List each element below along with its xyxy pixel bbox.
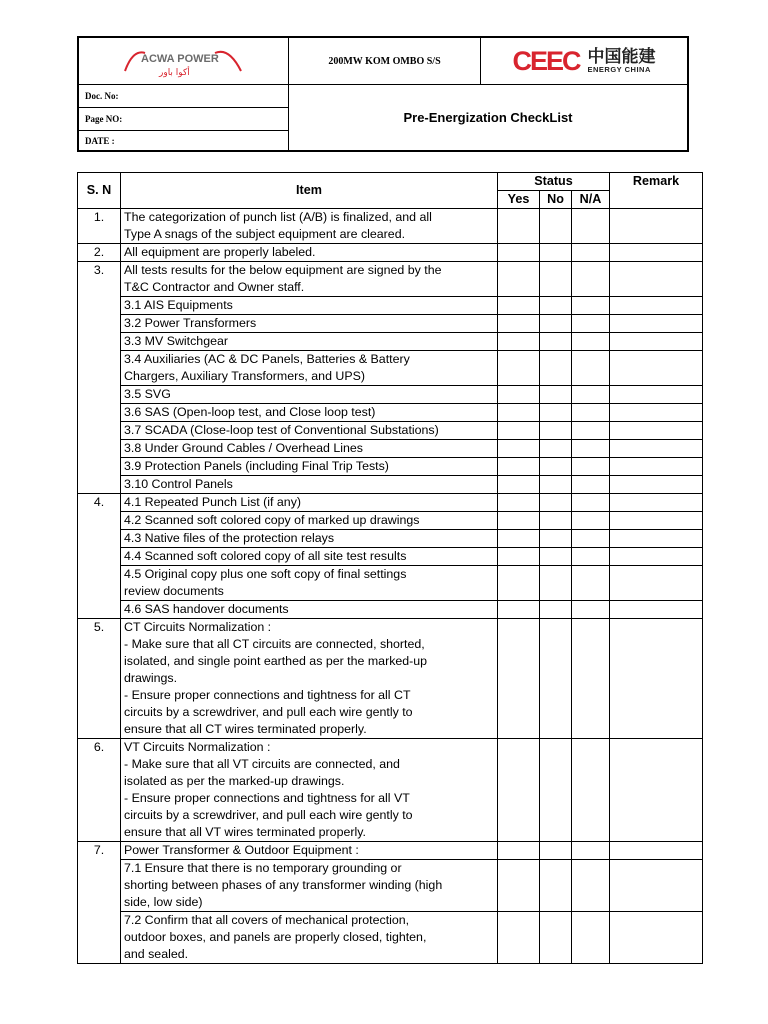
status-yes-cell[interactable] (498, 315, 540, 333)
item-text: 3.3 MV Switchgear (121, 333, 498, 351)
table-row (78, 530, 703, 548)
page-no-label: Page NO: (79, 107, 289, 130)
ceec-english-name: ENERGY CHINA (587, 64, 651, 74)
status-no-cell[interactable] (540, 530, 572, 548)
table-row (78, 297, 703, 315)
item-text: All equipment are properly labeled. (121, 244, 498, 262)
status-no-cell[interactable] (540, 458, 572, 476)
remark-cell[interactable] (610, 297, 703, 315)
remark-cell[interactable] (610, 476, 703, 494)
header-no: No (540, 191, 572, 209)
status-yes-cell[interactable] (498, 244, 540, 262)
status-no-cell[interactable] (540, 351, 572, 386)
status-na-cell[interactable] (572, 548, 610, 566)
status-na-cell[interactable] (572, 601, 610, 619)
status-no-cell[interactable] (540, 476, 572, 494)
status-yes-cell[interactable] (498, 333, 540, 351)
status-na-cell[interactable] (572, 422, 610, 440)
status-yes-cell[interactable] (498, 566, 540, 601)
table-row (78, 601, 703, 619)
remark-cell[interactable] (610, 386, 703, 404)
table-row (78, 860, 703, 912)
header-yes: Yes (498, 191, 540, 209)
row-number: 7. (78, 842, 121, 964)
energy-china-logo (481, 38, 687, 84)
remark-cell[interactable] (610, 209, 703, 244)
table-row (78, 333, 703, 351)
acwa-logo-text: ACWA POWER (140, 53, 219, 65)
item-text: 4.1 Repeated Punch List (if any) (121, 494, 498, 512)
status-no-cell[interactable] (540, 297, 572, 315)
status-yes-cell[interactable] (498, 860, 540, 912)
doc-no-label: Doc. No: (79, 84, 289, 107)
status-na-cell[interactable] (572, 739, 610, 842)
status-yes-cell[interactable] (498, 422, 540, 440)
status-yes-cell[interactable] (498, 209, 540, 244)
checklist-table (77, 172, 703, 964)
ceec-chinese-name: 中国能建 (587, 47, 656, 67)
remark-cell[interactable] (610, 601, 703, 619)
table-row (78, 739, 703, 842)
status-na-cell[interactable] (572, 209, 610, 244)
table-row (78, 912, 703, 964)
item-text: VT Circuits Normalization : - Make sure that all VT circuits are connected, and isolated as per the marked-up drawings. - Ensure proper connections and tightness for all VT circuits by a screwdriver, and pull each wire gently to ensure that all VT wires terminated properly. (121, 739, 498, 842)
item-text: 3.4 Auxiliaries (AC & DC Panels, Batteries & Battery Chargers, Auxiliary Transformers, and UPS) (121, 351, 498, 386)
status-na-cell[interactable] (572, 458, 610, 476)
ceec-mark: CEEC (512, 45, 580, 76)
table-row (78, 494, 703, 512)
status-yes-cell[interactable] (498, 494, 540, 512)
status-yes-cell[interactable] (498, 619, 540, 739)
table-row (78, 262, 703, 297)
status-no-cell[interactable] (540, 842, 572, 860)
item-text: 4.5 Original copy plus one soft copy of final settings review documents (121, 566, 498, 601)
item-text: 3.7 SCADA (Close-loop test of Conventional Substations) (121, 422, 498, 440)
checklist-body (78, 209, 703, 964)
row-number: 2. (78, 244, 121, 262)
remark-cell[interactable] (610, 512, 703, 530)
item-text: 4.6 SAS handover documents (121, 601, 498, 619)
status-na-cell[interactable] (572, 619, 610, 739)
status-na-cell[interactable] (572, 315, 610, 333)
status-yes-cell[interactable] (498, 351, 540, 386)
status-no-cell[interactable] (540, 262, 572, 297)
status-na-cell[interactable] (572, 244, 610, 262)
row-number: 1. (78, 209, 121, 244)
status-na-cell[interactable] (572, 476, 610, 494)
table-row (78, 619, 703, 739)
table-row (78, 351, 703, 386)
remark-cell[interactable] (610, 548, 703, 566)
status-yes-cell[interactable] (498, 386, 540, 404)
item-text: 4.2 Scanned soft colored copy of marked up drawings (121, 512, 498, 530)
remark-cell[interactable] (610, 860, 703, 912)
status-na-cell[interactable] (572, 333, 610, 351)
status-yes-cell[interactable] (498, 476, 540, 494)
item-text: 7.1 Ensure that there is no temporary grounding or shorting between phases of any transformer winding (high side, low side) (121, 860, 498, 912)
status-na-cell[interactable] (572, 512, 610, 530)
status-no-cell[interactable] (540, 860, 572, 912)
item-text: All tests results for the below equipment are signed by the T&C Contractor and Owner staff. (121, 262, 498, 297)
item-text: 3.6 SAS (Open-loop test, and Close loop test) (121, 404, 498, 422)
item-text: CT Circuits Normalization : - Make sure that all CT circuits are connected, shorted, isolated, and single point earthed as per the marked-up drawings. - Ensure proper connections and tightness for all CT circuits by a screwdriver, and pull each wire gently to ensure that all CT wires terminated properly. (121, 619, 498, 739)
status-yes-cell[interactable] (498, 842, 540, 860)
status-na-cell[interactable] (572, 262, 610, 297)
status-no-cell[interactable] (540, 209, 572, 244)
remark-cell[interactable] (610, 315, 703, 333)
page-title: Pre-Energization CheckList (289, 84, 687, 150)
remark-cell[interactable] (610, 739, 703, 842)
table-row (78, 512, 703, 530)
remark-cell[interactable] (610, 404, 703, 422)
status-na-cell[interactable] (572, 404, 610, 422)
table-row (78, 386, 703, 404)
status-no-cell[interactable] (540, 422, 572, 440)
remark-cell[interactable] (610, 530, 703, 548)
status-no-cell[interactable] (540, 566, 572, 601)
header-sn: S. N (78, 173, 121, 209)
remark-cell[interactable] (610, 333, 703, 351)
remark-cell[interactable] (610, 458, 703, 476)
status-no-cell[interactable] (540, 739, 572, 842)
table-row (78, 422, 703, 440)
item-text: Power Transformer & Outdoor Equipment : (121, 842, 498, 860)
row-number: 4. (78, 494, 121, 619)
item-text: 3.2 Power Transformers (121, 315, 498, 333)
header-status: Status (498, 173, 610, 191)
table-row (78, 209, 703, 244)
status-yes-cell[interactable] (498, 262, 540, 297)
table-row (78, 244, 703, 262)
status-yes-cell[interactable] (498, 404, 540, 422)
status-no-cell[interactable] (540, 315, 572, 333)
remark-cell[interactable] (610, 842, 703, 860)
status-no-cell[interactable] (540, 512, 572, 530)
status-na-cell[interactable] (572, 494, 610, 512)
table-row (78, 842, 703, 860)
status-yes-cell[interactable] (498, 512, 540, 530)
item-text: 4.4 Scanned soft colored copy of all site test results (121, 548, 498, 566)
status-na-cell[interactable] (572, 297, 610, 315)
status-no-cell[interactable] (540, 619, 572, 739)
status-na-cell[interactable] (572, 530, 610, 548)
status-yes-cell[interactable] (498, 530, 540, 548)
header-na: N/A (572, 191, 610, 209)
table-row (78, 476, 703, 494)
remark-cell[interactable] (610, 262, 703, 297)
status-no-cell[interactable] (540, 440, 572, 458)
item-text: 4.3 Native files of the protection relays (121, 530, 498, 548)
row-number: 3. (78, 262, 121, 494)
acwa-power-logo (79, 38, 289, 84)
status-na-cell[interactable] (572, 386, 610, 404)
document-header (77, 36, 689, 152)
status-yes-cell[interactable] (498, 458, 540, 476)
item-text: 3.1 AIS Equipments (121, 297, 498, 315)
status-no-cell[interactable] (540, 548, 572, 566)
status-na-cell[interactable] (572, 440, 610, 458)
remark-cell[interactable] (610, 494, 703, 512)
table-row (78, 548, 703, 566)
remark-cell[interactable] (610, 422, 703, 440)
status-no-cell[interactable] (540, 494, 572, 512)
item-text: 7.2 Confirm that all covers of mechanical protection, outdoor boxes, and panels are properly closed, tighten, and sealed. (121, 912, 498, 964)
status-yes-cell[interactable] (498, 739, 540, 842)
table-row (78, 315, 703, 333)
item-text: 3.10 Control Panels (121, 476, 498, 494)
remark-cell[interactable] (610, 351, 703, 386)
header-remark: Remark (610, 173, 703, 209)
status-na-cell[interactable] (572, 860, 610, 912)
status-na-cell[interactable] (572, 351, 610, 386)
project-name: 200MW KOM OMBO S/S (289, 38, 481, 84)
status-na-cell[interactable] (572, 912, 610, 964)
table-row (78, 440, 703, 458)
status-yes-cell[interactable] (498, 912, 540, 964)
item-text: 3.8 Under Ground Cables / Overhead Lines (121, 440, 498, 458)
status-yes-cell[interactable] (498, 297, 540, 315)
table-row (78, 458, 703, 476)
status-no-cell[interactable] (540, 386, 572, 404)
remark-cell[interactable] (610, 440, 703, 458)
status-na-cell[interactable] (572, 842, 610, 860)
status-yes-cell[interactable] (498, 601, 540, 619)
status-yes-cell[interactable] (498, 548, 540, 566)
status-no-cell[interactable] (540, 912, 572, 964)
item-text: 3.5 SVG (121, 386, 498, 404)
header-item: Item (121, 173, 498, 209)
status-no-cell[interactable] (540, 244, 572, 262)
remark-cell[interactable] (610, 619, 703, 739)
remark-cell[interactable] (610, 244, 703, 262)
row-number: 6. (78, 739, 121, 842)
table-row (78, 404, 703, 422)
remark-cell[interactable] (610, 912, 703, 964)
table-row (78, 566, 703, 601)
remark-cell[interactable] (610, 566, 703, 601)
date-label: DATE : (79, 130, 289, 150)
status-no-cell[interactable] (540, 333, 572, 351)
item-text: The categorization of punch list (A/B) is finalized, and all Type A snags of the subject equipment are cleared. (121, 209, 498, 244)
status-yes-cell[interactable] (498, 440, 540, 458)
item-text: 3.9 Protection Panels (including Final Trip Tests) (121, 458, 498, 476)
status-na-cell[interactable] (572, 566, 610, 601)
acwa-logo-arabic: أكوا باور (158, 68, 190, 78)
acwa-power-logo-graphic (119, 43, 249, 79)
status-no-cell[interactable] (540, 404, 572, 422)
row-number: 5. (78, 619, 121, 739)
status-no-cell[interactable] (540, 601, 572, 619)
